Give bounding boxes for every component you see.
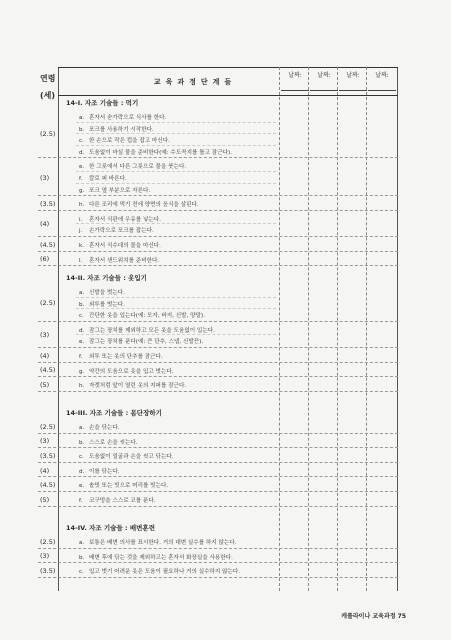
- item-text: 신발을 벗는다.: [89, 290, 125, 296]
- item-letter: b.: [79, 439, 85, 446]
- age-label: (6): [40, 255, 50, 264]
- row-divider: [38, 157, 398, 158]
- age-label: (2.5): [40, 537, 56, 546]
- age-label: (5): [40, 381, 50, 389]
- item-text: 손을 닦는다.: [89, 425, 120, 431]
- curriculum-item: [79, 496, 156, 504]
- item-separator: [76, 297, 276, 298]
- item-separator: [76, 308, 276, 309]
- date-entry-line[interactable]: [368, 90, 396, 91]
- item-text: 간단한 옷을 입는다(예: 모자, 바지, 신발, 양말).: [89, 313, 205, 320]
- age-label: 연령: [40, 74, 56, 83]
- item-separator: [76, 223, 276, 224]
- item-letter: e.: [79, 164, 85, 171]
- age-label: (4): [40, 351, 50, 360]
- item-text: 이를 닦는다.: [89, 468, 120, 475]
- curriculum-item: [79, 481, 168, 489]
- item-text: 약간의 도움으로 옷을 입고 벗는다.: [89, 368, 174, 375]
- page-footer: 캐롤라이나 교육과정 75: [341, 613, 406, 620]
- item-text: 잠그는 장치를 푼다(예: 큰 단추, 스냅, 신발끈).: [89, 339, 204, 346]
- row-divider: [38, 362, 398, 363]
- curriculum-item: [79, 125, 154, 133]
- curriculum-item: [79, 311, 205, 319]
- item-separator: [76, 133, 276, 134]
- item-separator: [76, 171, 276, 172]
- age-label: (2.5): [40, 130, 56, 139]
- age-label: (3.5): [40, 452, 56, 460]
- item-text: 외투 또는 옷의 단추를 잠근다.: [89, 354, 163, 360]
- curriculum-item: [79, 136, 170, 144]
- item-letter: d.: [79, 468, 85, 475]
- item-letter: b.: [79, 126, 85, 133]
- curriculum-item: [79, 438, 138, 446]
- curriculum-item: [79, 113, 166, 121]
- row-divider: [38, 447, 398, 448]
- item-separator: [76, 334, 276, 335]
- section-title: 14-I. 자조 기술들 : 먹기: [66, 99, 139, 107]
- item-text: 배변 후에 닦는 것을 제외하고는 혼자서 화장실을 사용한다.: [89, 554, 233, 561]
- curriculum-item: [79, 186, 150, 194]
- curriculum-item: [79, 162, 186, 170]
- row-divider: [38, 347, 398, 348]
- item-letter: d.: [79, 149, 85, 156]
- curriculum-item: [79, 567, 240, 575]
- item-text: 혼자서 샌드위치를 준비한다.: [89, 257, 160, 264]
- column-divider: [366, 67, 367, 591]
- item-letter: k.: [79, 243, 85, 249]
- item-letter: g.: [79, 368, 85, 375]
- item-text: 혼자서 식수대의 물을 마신다.: [89, 243, 161, 249]
- item-letter: f.: [79, 498, 83, 504]
- item-text: 한 그릇에서 다른 그릇으로 물을 붓는다.: [89, 164, 187, 171]
- item-text: 잠그는 장치를 제외하고 모든 옷을 도움없이 입는다.: [89, 327, 215, 334]
- date-header-3: 날짜:: [346, 72, 360, 79]
- age-label: (3.5): [40, 567, 56, 575]
- curriculum-item: [79, 367, 174, 375]
- item-text: 혼자서 숟가락으로 식사를 한다.: [89, 115, 167, 121]
- item-letter: a.: [79, 290, 85, 296]
- item-letter: j.: [79, 228, 83, 235]
- row-divider: [38, 376, 398, 377]
- date-entry-line[interactable]: [281, 90, 309, 91]
- date-header-4: 날짜:: [375, 72, 389, 79]
- item-text: 한 손으로 작은 컵을 잡고 마신다.: [89, 138, 170, 145]
- item-letter: g.: [79, 187, 85, 194]
- curriculum-item: [79, 538, 236, 546]
- item-text: 도움없이 얼굴과 손을 씻고 닦는다.: [89, 454, 174, 461]
- item-text: 혼자서 식판에 우유를 넣는다.: [89, 216, 161, 223]
- item-letter: b.: [79, 554, 85, 561]
- section-title: 14-III. 자조 기술들 : 몸단장하기: [66, 409, 162, 417]
- row-divider: [38, 391, 398, 392]
- item-separator: [76, 183, 276, 184]
- row-divider: [38, 321, 398, 322]
- item-text: 코구멍을 스스로 코를 푼다.: [89, 498, 156, 504]
- curriculum-item: [79, 174, 127, 182]
- section-title: 14-IV. 자조 기술들 : 배변훈련: [66, 524, 155, 532]
- age-label: (3): [40, 173, 50, 182]
- item-letter: a.: [79, 425, 85, 431]
- curriculum-item: [79, 467, 120, 475]
- header-bottom-rule: [58, 95, 398, 96]
- item-letter: i.: [79, 216, 83, 223]
- item-separator: [76, 122, 276, 123]
- item-letter: d.: [79, 327, 85, 334]
- item-letter: c.: [79, 569, 84, 576]
- age-unit-label: (세): [40, 91, 56, 100]
- section-title: 14-II. 자조 기술들 : 옷입기: [66, 274, 147, 282]
- item-letter: c.: [79, 313, 84, 320]
- column-divider: [337, 67, 338, 591]
- age-label: (3): [40, 437, 50, 446]
- item-text: 포크 옆 부분으로 자른다.: [89, 187, 151, 194]
- curriculum-item: [79, 288, 125, 296]
- item-letter: e.: [79, 339, 85, 346]
- item-separator: [76, 145, 276, 146]
- curriculum-item: [79, 300, 125, 308]
- row-divider: [38, 251, 398, 252]
- age-column-header: [40, 70, 55, 104]
- item-letter: a.: [79, 115, 85, 121]
- curriculum-item: [79, 215, 161, 223]
- row-divider: [38, 476, 398, 477]
- curriculum-item: [79, 256, 159, 264]
- age-label: (2.5): [40, 422, 56, 431]
- item-text: 스스로 손을 씻는다.: [89, 439, 138, 446]
- curriculum-item: [79, 326, 215, 334]
- date-entry-line[interactable]: [339, 90, 367, 91]
- item-letter: a.: [79, 540, 85, 546]
- item-letter: f.: [79, 176, 83, 182]
- row-divider: [38, 562, 398, 563]
- age-label: (5): [40, 495, 50, 504]
- item-letter: l.: [79, 257, 83, 264]
- curriculum-item: [79, 553, 233, 561]
- item-letter: b.: [79, 301, 85, 308]
- curriculum-item: [79, 452, 174, 460]
- age-label: (4): [40, 466, 50, 475]
- age-label: (4.5): [40, 366, 56, 375]
- item-text: 보통은 배변 의사를 표시한다. 거의 대변 실수를 하지 않는다.: [89, 540, 237, 546]
- row-divider: [38, 462, 398, 463]
- item-text: 칼로 퍼 바른다.: [89, 176, 127, 182]
- age-label: (4.5): [40, 481, 56, 490]
- item-text: 포크를 사용하기 시작한다.: [89, 126, 154, 133]
- age-label: (3): [40, 552, 50, 561]
- header-top-rule: [58, 67, 398, 68]
- curriculum-title: 교육과정단계들: [153, 78, 237, 86]
- date-header-1: 날짜:: [288, 72, 302, 79]
- curriculum-item: [79, 352, 163, 360]
- row-divider: [38, 491, 398, 492]
- row-divider: [38, 210, 398, 211]
- item-text: 손가락으로 포크를 잡는다.: [89, 228, 154, 235]
- row-divider: [38, 577, 398, 578]
- curriculum-item: [79, 423, 120, 431]
- curriculum-item: [79, 226, 154, 234]
- item-text: 입고 벗기 어려운 옷은 도움이 필요하나 거의 실수하지 않는다.: [89, 569, 241, 576]
- row-divider: [38, 265, 398, 266]
- curriculum-item: [79, 241, 161, 249]
- date-entry-line[interactable]: [310, 90, 338, 91]
- age-label: (3): [40, 331, 50, 340]
- curriculum-item: [79, 200, 199, 208]
- item-letter: c.: [79, 138, 84, 145]
- column-divider: [279, 67, 280, 591]
- item-letter: h.: [79, 383, 85, 390]
- item-letter: e.: [79, 483, 85, 490]
- item-text: 솔빗 또는 빗으로 머리를 빗는다.: [89, 483, 169, 490]
- curriculum-item: [79, 148, 232, 156]
- age-label: (4.5): [40, 240, 56, 249]
- item-text: 도움없이 마실 물을 준비한다(예: 수도꼭지를 틀고 잠근다).: [89, 149, 232, 156]
- curriculum-item: [79, 337, 203, 345]
- item-text: 자켓처럼 앞이 열린 옷의 지퍼를 잠근다.: [89, 383, 187, 390]
- row-divider: [38, 548, 398, 549]
- item-letter: h.: [79, 202, 85, 209]
- row-divider: [38, 236, 398, 237]
- column-divider: [308, 67, 309, 591]
- row-divider: [38, 433, 398, 434]
- item-text: 다른 조리에 먹기 전에 양면의 음식을 살핀다.: [89, 202, 199, 209]
- item-letter: f.: [79, 354, 83, 360]
- age-label: (3.5): [40, 200, 56, 208]
- row-divider: [38, 195, 398, 196]
- age-label: (4): [40, 220, 50, 229]
- item-letter: c.: [79, 454, 84, 461]
- age-label: (2.5): [40, 299, 56, 308]
- curriculum-item: [79, 381, 186, 389]
- row-divider: [38, 506, 398, 507]
- item-text: 외투를 벗는다.: [89, 301, 125, 308]
- date-header-2: 날짜:: [317, 72, 331, 79]
